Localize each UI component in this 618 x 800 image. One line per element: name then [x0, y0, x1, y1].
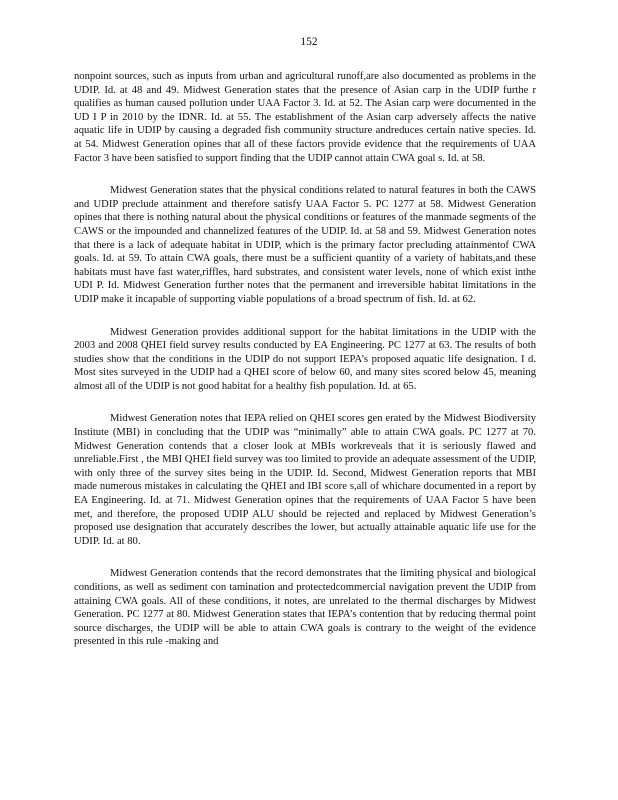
paragraph-qhei-survey: Midwest Generation provides additional support for the habitat limitations in the UDIP with the 2003 and 2008 QHEI field survey results conducted by EA Engineering. PC 1277 at 63. The results of both studies show that the conditions in the UDIP do not support IEPA’s proposed aquatic life designation. I d. Most sites surveyed in the UDIP had a QHEI score of below 60, and many sites scored below 45, meaning almost all of the UDIP is not good habitat for a healthy fish population. Id. at 65. [74, 326, 536, 392]
paragraph-continued: nonpoint sources, such as inputs from urban and agricultural runoff,are also documented as problems in the UDIP. Id. at 48 and 49. Midwest Generation states that the presence of Asian carp in the UDIP furthe r qualifies as human caused pollution under UAA Factor 3. Id. at 52. The Asian carp were documented in the UD I P in 2010 by the IDNR. Id. at 55. The establishment of the Asian carp adversely affects the native aquatic life in UDIP by causing a degraded fish community structure andreduces certain native species. Id. at 54. Midwest Generation opines that all of these factors provide evidence that the requirements of UAA Factor 3 have been satisfied to support finding that the UDIP cannot attain CWA goal s. Id. at 58. [74, 71, 536, 164]
body-text [74, 70, 536, 668]
page-number: 152 [300, 36, 318, 48]
paragraph-limiting-conditions: Midwest Generation contends that the record demonstrates that the limiting physical and biological conditions, as well as sediment con tamination and protectedcommercial navigation prevent the UDIP from attaining CWA goals. All of these conditions, it notes, are unrelated to the thermal discharges by Midwest Generation. PC 1277 at 80. Midwest Generation states that IEPA’s contention that by reducing thermal point source discharges, the UDIP will be able to attain CWA goals is contrary to the weight of the evidence presented in this rule -making and [74, 568, 536, 648]
paragraph-physical-conditions: Midwest Generation states that the physical conditions related to natural features in both the CAWS and UDIP preclude attainment and therefore satisfy UAA Factor 5. PC 1277 at 58. Midwest Generation opines that there is nothing natural about the physical conditions or features of the manmade segments of the CAWS or the impounded and channelized features of the UDIP. Id. at 58 and 59. Midwest Generation notes that there is a lack of adequate habitat in UDIP, which is the primary factor precluding attainmentof CWA goals. Id. at 59. To attain CWA goals, there must be a sufficient quantity of a variety of habitats,and these habitats must have fast water,riffles, hard substrates, and consistent water levels, none of which exist inthe UDI P. Id. Midwest Generation further notes that the permanent and irreversible habitat limitations in the UDIP make it incapable of supporting viable populations of a broad spectrum of fish. Id. at 62. [74, 185, 536, 305]
paragraph-mbi-critique: Midwest Generation notes that IEPA relied on QHEI scores gen erated by the Midwest Biodiversity Institute (MBI) in concluding that the UDIP was “minimally” able to attain CWA goals. PC 1277 at 70. Midwest Generation contends that a closer look at MBIs workreveals that it is seriously flawed and unreliable.First , the MBI QHEI field survey was too limited to provide an adequate assessment of the UDIP, with only three of the survey sites being in the UDIP. Id. Second, Midwest Generation reports that MBI made numerous mistakes in calculating the QHEI and IBI score s,all of whichare documented in a report by EA Engineering. Id. at 71. Midwest Generation opines that the requirements of UAA Factor 5 have been met, and therefore, the proposed UDIP ALU should be rejected and replaced by Midwest Generation’s proposed use designation that accurately describes the lower, but actually attainable aquatic life use for the UDIP. Id. at 80. [74, 413, 536, 547]
